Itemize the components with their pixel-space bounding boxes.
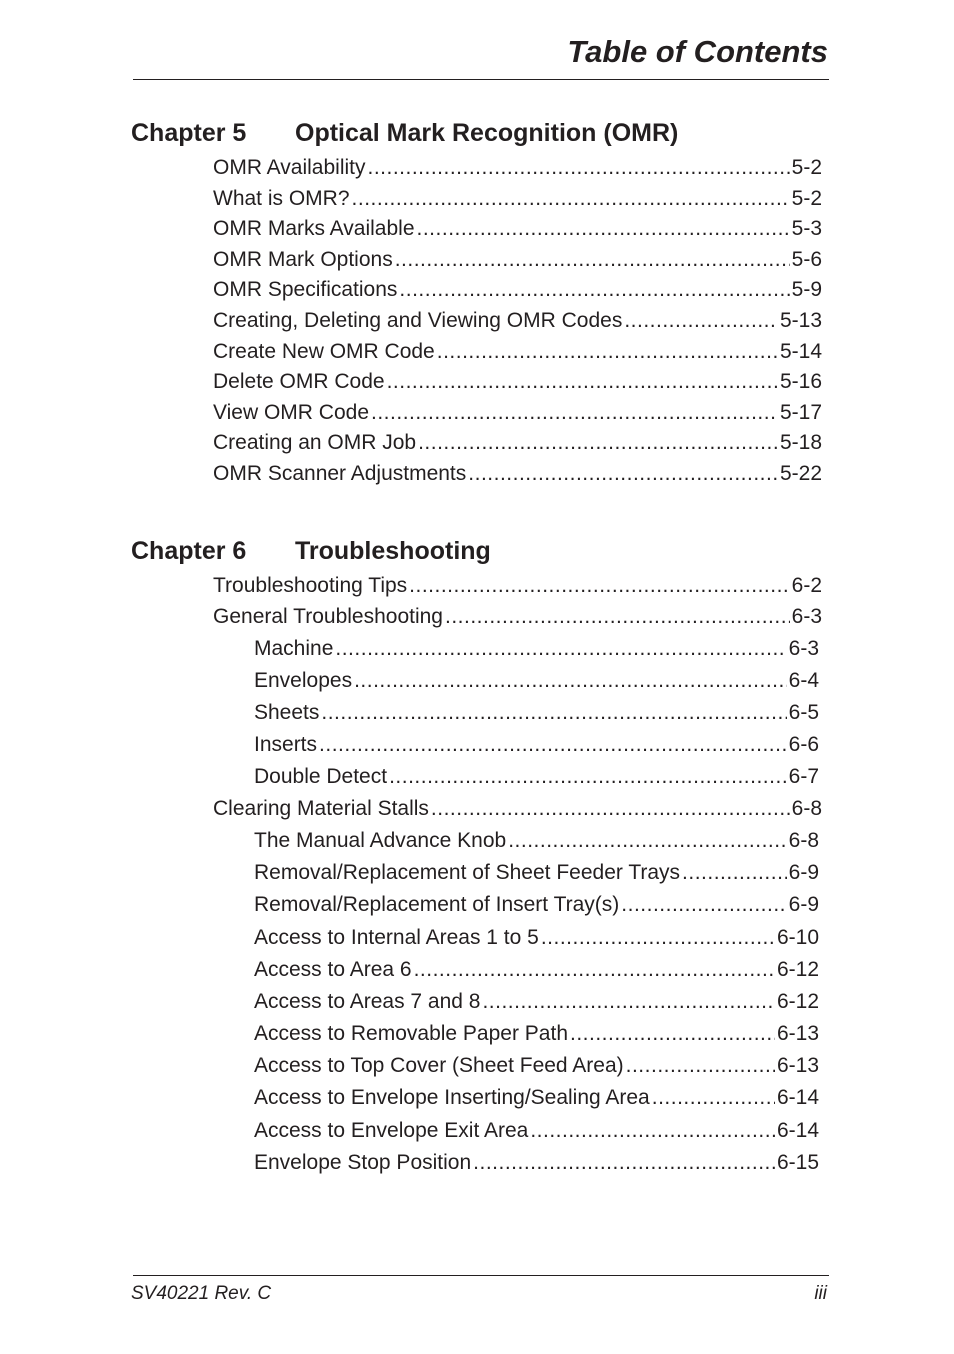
toc-entry-title: Access to Top Cover (Sheet Feed Area) <box>254 1054 624 1077</box>
toc-subentry[interactable] <box>213 958 822 990</box>
toc-subentry[interactable] <box>213 733 822 765</box>
toc-entry-page: 6-15 <box>776 1151 819 1174</box>
toc-entry-title: Delete OMR Code <box>213 370 385 394</box>
toc-entry-page: 5-17 <box>779 400 822 424</box>
toc-entry-page: 6-3 <box>788 637 819 660</box>
toc-entry-page: 6-6 <box>788 733 819 756</box>
toc-entry-page: 5-13 <box>779 308 822 332</box>
dot-leader <box>530 1119 775 1143</box>
toc-entry-title: Troubleshooting Tips <box>213 574 408 597</box>
page-title: Table of Contents <box>567 34 828 69</box>
toc-entry-title: Access to Area 6 <box>254 958 412 981</box>
toc-entry-title: Inserts <box>254 733 318 756</box>
toc-entry-page: 6-9 <box>788 861 819 884</box>
toc-entry[interactable] <box>213 370 822 401</box>
toc-entry-title: Envelope Stop Position <box>254 1151 472 1174</box>
chapter-5-toc-list <box>213 156 822 493</box>
toc-entry[interactable] <box>213 401 822 432</box>
chapter-number: Chapter 6 <box>131 537 247 565</box>
dot-leader <box>368 156 790 180</box>
toc-subentry[interactable] <box>213 829 822 861</box>
toc-subentry[interactable] <box>213 1119 822 1151</box>
dot-leader <box>321 701 786 725</box>
toc-entry-page: 6-14 <box>776 1086 819 1109</box>
toc-subentry[interactable] <box>213 1151 822 1183</box>
toc-entry-page: 5-14 <box>779 339 822 363</box>
toc-entry[interactable] <box>213 605 822 637</box>
toc-subentry[interactable] <box>213 637 822 669</box>
dot-leader <box>624 309 778 333</box>
dot-leader <box>335 637 786 661</box>
toc-entry-page: 6-10 <box>776 926 819 949</box>
toc-entry-page: 5-22 <box>779 461 822 485</box>
toc-entry-page: 6-13 <box>776 1054 819 1077</box>
header-rule <box>133 79 829 80</box>
dot-leader <box>468 462 778 486</box>
footer-rule <box>133 1275 829 1276</box>
toc-entry[interactable] <box>213 248 822 279</box>
toc-entry-title: Sheets <box>254 701 320 724</box>
dot-leader <box>541 926 775 950</box>
chapter-title: Troubleshooting <box>295 537 491 565</box>
toc-subentry[interactable] <box>213 893 822 926</box>
toc-entry-title: Machine <box>254 637 334 660</box>
footer-doc-id: SV40221 Rev. C <box>131 1283 272 1304</box>
toc-entry-page: 5-3 <box>791 217 822 241</box>
toc-entry-title: Create New OMR Code <box>213 339 435 363</box>
dot-leader <box>626 1054 775 1078</box>
toc-entry-title: Double Detect <box>254 765 388 788</box>
toc-subentry[interactable] <box>213 1022 822 1054</box>
dot-leader <box>508 829 786 853</box>
toc-entry-title: The Manual Advance Knob <box>254 829 507 852</box>
toc-entry[interactable] <box>213 574 822 605</box>
toc-subentry[interactable] <box>213 1054 822 1086</box>
toc-entry[interactable] <box>213 309 822 340</box>
toc-entry-title: OMR Marks Available <box>213 217 415 241</box>
toc-entry[interactable] <box>213 156 822 187</box>
dot-leader <box>445 605 790 629</box>
toc-entry-title: Access to Internal Areas 1 to 5 <box>254 926 539 949</box>
dot-leader <box>399 278 789 302</box>
toc-subentry[interactable] <box>213 861 822 893</box>
toc-subentry[interactable] <box>213 926 822 958</box>
toc-entry-title: Access to Envelope Inserting/Sealing Area <box>254 1086 650 1109</box>
toc-entry-page: 5-18 <box>779 431 822 455</box>
toc-entry-page: 6-3 <box>791 605 822 628</box>
toc-subentry[interactable] <box>213 669 822 701</box>
dot-leader <box>354 669 787 693</box>
toc-entry-title: Removal/Replacement of Sheet Feeder Trays <box>254 861 681 884</box>
toc-entry[interactable] <box>213 797 822 829</box>
dot-leader <box>371 401 778 425</box>
toc-entry-page: 6-13 <box>776 1022 819 1045</box>
toc-entry-page: 5-9 <box>791 278 822 302</box>
toc-entry[interactable] <box>213 431 822 462</box>
toc-entry-page: 6-14 <box>776 1119 819 1142</box>
toc-entry-page: 6-5 <box>788 701 819 724</box>
toc-entry-title: Removal/Replacement of Insert Tray(s) <box>254 893 620 916</box>
toc-subentry[interactable] <box>213 701 822 733</box>
toc-entry-title: OMR Availability <box>213 156 366 179</box>
toc-entry[interactable] <box>213 217 822 248</box>
toc-entry[interactable] <box>213 462 822 493</box>
chapter-6-heading <box>131 537 491 566</box>
chapter-5-heading <box>131 119 678 148</box>
toc-entry-page: 6-4 <box>788 669 819 692</box>
toc-entry-page: 6-7 <box>788 765 819 788</box>
toc-entry-title: Access to Removable Paper Path <box>254 1022 568 1045</box>
footer-page-number: iii <box>814 1283 827 1304</box>
toc-entry-page: 5-16 <box>779 370 822 394</box>
toc-entry-page: 6-9 <box>788 893 819 916</box>
dot-leader <box>389 765 787 789</box>
dot-leader <box>652 1086 775 1110</box>
dot-leader <box>387 370 778 394</box>
toc-entry-page: 5-2 <box>791 186 822 210</box>
dot-leader <box>570 1022 775 1046</box>
toc-entry-title: Creating an OMR Job <box>213 431 417 455</box>
toc-entry-title: OMR Scanner Adjustments <box>213 461 467 485</box>
toc-subentry[interactable] <box>213 1086 822 1119</box>
toc-entry-title: Clearing Material Stalls <box>213 797 429 820</box>
toc-entry-title: What is OMR? <box>213 186 350 210</box>
toc-entry-page: 5-6 <box>791 247 822 271</box>
toc-entry[interactable] <box>213 278 822 309</box>
chapter-number: Chapter 5 <box>131 119 247 147</box>
toc-entry-page: 6-12 <box>776 990 819 1013</box>
dot-leader <box>473 1151 775 1175</box>
dot-leader <box>417 217 790 241</box>
dot-leader <box>437 340 778 364</box>
toc-entry-title: Access to Envelope Exit Area <box>254 1119 529 1142</box>
chapter-6-toc-list <box>213 574 822 1183</box>
toc-entry-page: 6-8 <box>791 797 822 820</box>
toc-entry[interactable] <box>213 187 822 218</box>
dot-leader <box>431 797 790 821</box>
dot-leader <box>418 431 778 455</box>
toc-entry-title: Envelopes <box>254 669 353 692</box>
dot-leader <box>352 187 790 211</box>
toc-entry[interactable] <box>213 340 822 371</box>
dot-leader <box>621 893 786 917</box>
dot-leader <box>482 990 775 1014</box>
toc-entry-page: 6-8 <box>788 829 819 852</box>
toc-entry-title: View OMR Code <box>213 400 370 424</box>
toc-entry-page: 6-2 <box>791 574 822 597</box>
toc-entry-title: OMR Specifications <box>213 278 398 302</box>
dot-leader <box>319 733 787 757</box>
chapter-title: Optical Mark Recognition (OMR) <box>295 119 679 147</box>
toc-entry-page: 6-12 <box>776 958 819 981</box>
toc-entry-title: General Troubleshooting <box>213 605 443 628</box>
toc-entry-title: OMR Mark Options <box>213 247 393 271</box>
toc-entry-title: Creating, Deleting and Viewing OMR Codes <box>213 308 623 332</box>
dot-leader <box>414 958 775 982</box>
dot-leader <box>682 861 787 885</box>
toc-entry-page: 5-2 <box>791 156 822 179</box>
toc-subentry[interactable] <box>213 765 822 797</box>
toc-entry-title: Access to Areas 7 and 8 <box>254 990 481 1013</box>
dot-leader <box>409 574 789 598</box>
toc-subentry[interactable] <box>213 990 822 1022</box>
dot-leader <box>395 248 790 272</box>
